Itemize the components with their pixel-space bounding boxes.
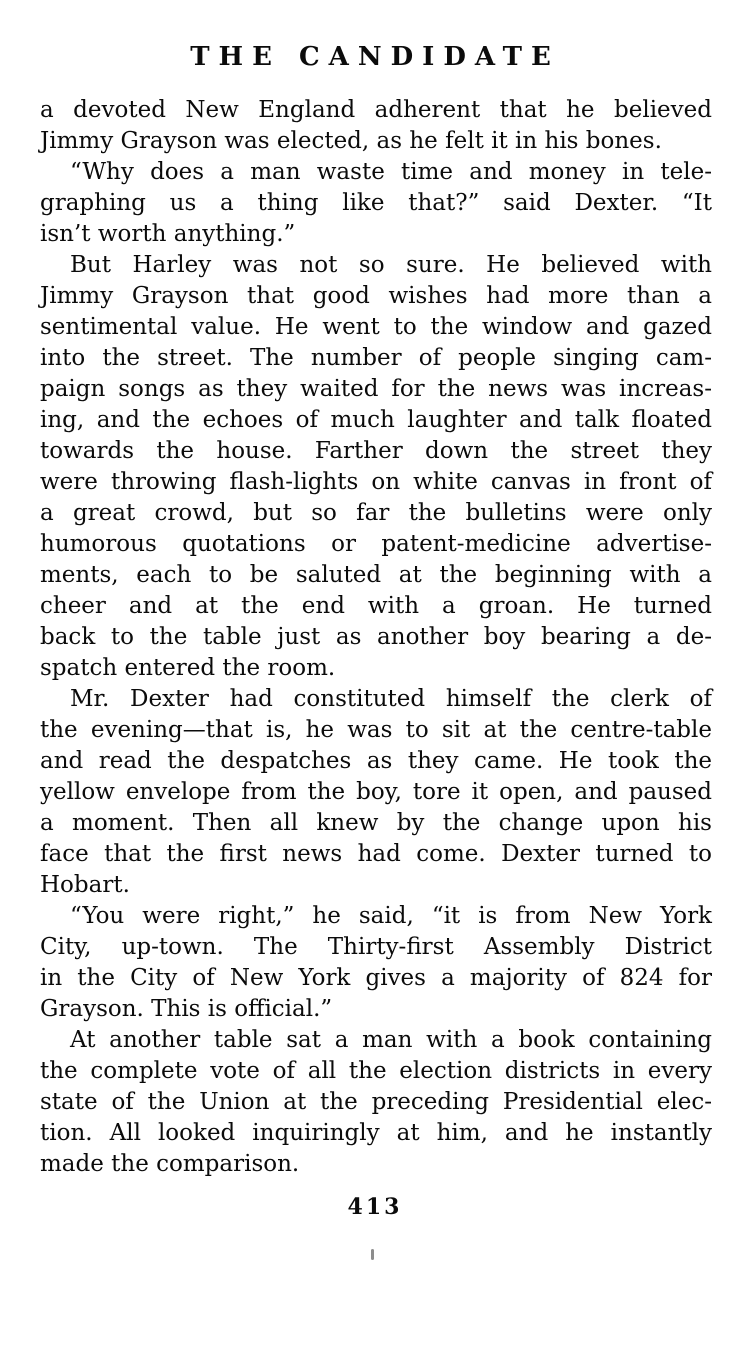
text-line: Hobart.: [40, 872, 130, 898]
page-number: 413: [347, 1194, 403, 1220]
text-line: a great crowd, but so far the bulletins were only: [40, 500, 712, 526]
page-body: [40, 95, 712, 1180]
text-line: were throwing flash-lights on white canvas in front of: [40, 469, 712, 495]
text-line: Jimmy Grayson was elected, as he felt it in his bones.: [40, 128, 662, 154]
paragraph: [40, 95, 712, 157]
text-line: City, up-town. The Thirty-first Assembly District: [40, 934, 712, 960]
text-line: the complete vote of all the election districts in every: [40, 1058, 712, 1084]
text-line: in the City of New York gives a majority of 824 for: [40, 965, 712, 991]
paragraph: [40, 901, 712, 1025]
text-line: back to the table just as another boy bearing a de-: [40, 624, 712, 650]
text-line: cheer and at the end with a groan. He turned: [40, 593, 712, 619]
text-line: Grayson. This is official.”: [40, 996, 333, 1022]
text-line: made the comparison.: [40, 1151, 300, 1177]
text-line: yellow envelope from the boy, tore it open, and paused: [40, 779, 712, 805]
text-line: “Why does a man waste time and money in tele-: [70, 159, 712, 185]
text-line: Jimmy Grayson that good wishes had more than a: [40, 283, 712, 309]
text-line: ing, and the echoes of much laughter and talk floated: [40, 407, 712, 433]
text-line: tion. All looked inquiringly at him, and he instantly: [40, 1120, 712, 1146]
paragraph: [40, 1025, 712, 1180]
text-line: spatch entered the room.: [40, 655, 336, 681]
text-line: humorous quotations or patent-medicine advertise-: [40, 531, 712, 557]
text-line: the evening—that is, he was to sit at the centre-table: [40, 717, 712, 743]
text-line: a devoted New England adherent that he believed: [40, 97, 712, 123]
text-line: But Harley was not so sure. He believed with: [70, 252, 712, 278]
text-line: paign songs as they waited for the news was increas-: [40, 376, 712, 402]
text-line: into the street. The number of people singing cam-: [40, 345, 712, 371]
paragraph: [40, 157, 712, 250]
text-line: state of the Union at the preceding Presidential elec-: [40, 1089, 712, 1115]
paragraph: [40, 684, 712, 901]
text-line: towards the house. Farther down the street they: [40, 438, 712, 464]
text-line: graphing us a thing like that?” said Dexter. “It: [40, 190, 712, 216]
text-line: “You were right,” he said, “it is from New York: [70, 903, 712, 929]
text-line: isn’t worth anything.”: [40, 221, 296, 247]
text-line: sentimental value. He went to the window and gazed: [40, 314, 712, 340]
text-line: and read the despatches as they came. He took the: [40, 748, 712, 774]
page-title: THE CANDIDATE: [190, 42, 560, 72]
text-line: ments, each to be saluted at the beginning with a: [40, 562, 712, 588]
paragraph: [40, 250, 712, 684]
text-line: At another table sat a man with a book containing: [70, 1027, 712, 1053]
text-line: Mr. Dexter had constituted himself the clerk of: [70, 686, 712, 712]
text-line: face that the first news had come. Dexter turned to: [40, 841, 712, 867]
scan-speck: [371, 1249, 374, 1260]
text-line: a moment. Then all knew by the change upon his: [40, 810, 712, 836]
